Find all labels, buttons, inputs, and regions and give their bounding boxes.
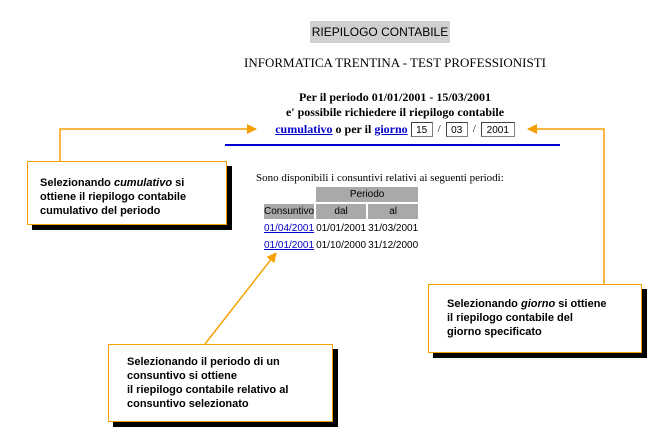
request-text: e' possibile richiedere il riepilogo contabile <box>285 105 505 119</box>
callout-text: si ottiene il riepilogo contabile cumulativo del periodo <box>40 177 187 217</box>
month-input[interactable]: 03 <box>446 122 468 137</box>
period-text: Per il periodo 01/01/2001 - 15/03/2001 <box>298 90 492 104</box>
choice-middle-text: o per il <box>335 121 372 136</box>
consuntivo-link[interactable]: 01/04/2001 <box>264 223 315 234</box>
arrow-line <box>205 253 276 344</box>
callout-emphasis: cumulativo <box>113 177 173 189</box>
available-text: Sono disponibili i consuntivi relativi ai seguenti periodi: <box>256 172 504 184</box>
arrow-line <box>528 129 604 284</box>
date-separator: / <box>437 123 441 135</box>
date-separator: / <box>472 123 476 135</box>
callout-cumulative <box>27 161 227 225</box>
company-subtitle: INFORMATICA TRENTINA - TEST PROFESSIONISTI <box>244 55 546 70</box>
consuntivo-link[interactable]: 01/01/2001 <box>264 240 315 251</box>
page-title: RIEPILOGO CONTABILE <box>310 21 450 43</box>
al-cell: 31/03/2001 <box>368 223 419 234</box>
callout-day <box>428 284 642 353</box>
callout-text: si ottiene il riepilogo contabile del giorno specificato <box>447 298 607 338</box>
dal-cell: 01/10/2000 <box>316 240 367 251</box>
column-header-al: al <box>368 204 418 219</box>
callout-emphasis: giorno <box>520 298 556 310</box>
day-link[interactable]: giorno <box>374 121 408 136</box>
day-input[interactable]: 15 <box>411 122 433 137</box>
year-input[interactable]: 2001 <box>481 122 515 137</box>
al-cell: 31/12/2000 <box>368 240 419 251</box>
dal-cell: 01/01/2001 <box>316 223 367 234</box>
callout-text: Selezionando <box>40 177 114 189</box>
period-group-header: Periodo <box>316 187 418 202</box>
arrow-line <box>60 129 256 161</box>
column-header-dal: dal <box>316 204 366 219</box>
callout-text: Selezionando <box>447 298 521 310</box>
column-header-consuntivo: Consuntivo <box>264 206 315 217</box>
callout-consuntivo: Selezionando il periodo di un consuntivo si ottiene il riepilogo contabile relativo al consuntivo selezionato <box>108 344 333 422</box>
cumulative-link[interactable]: cumulativo <box>275 121 333 136</box>
